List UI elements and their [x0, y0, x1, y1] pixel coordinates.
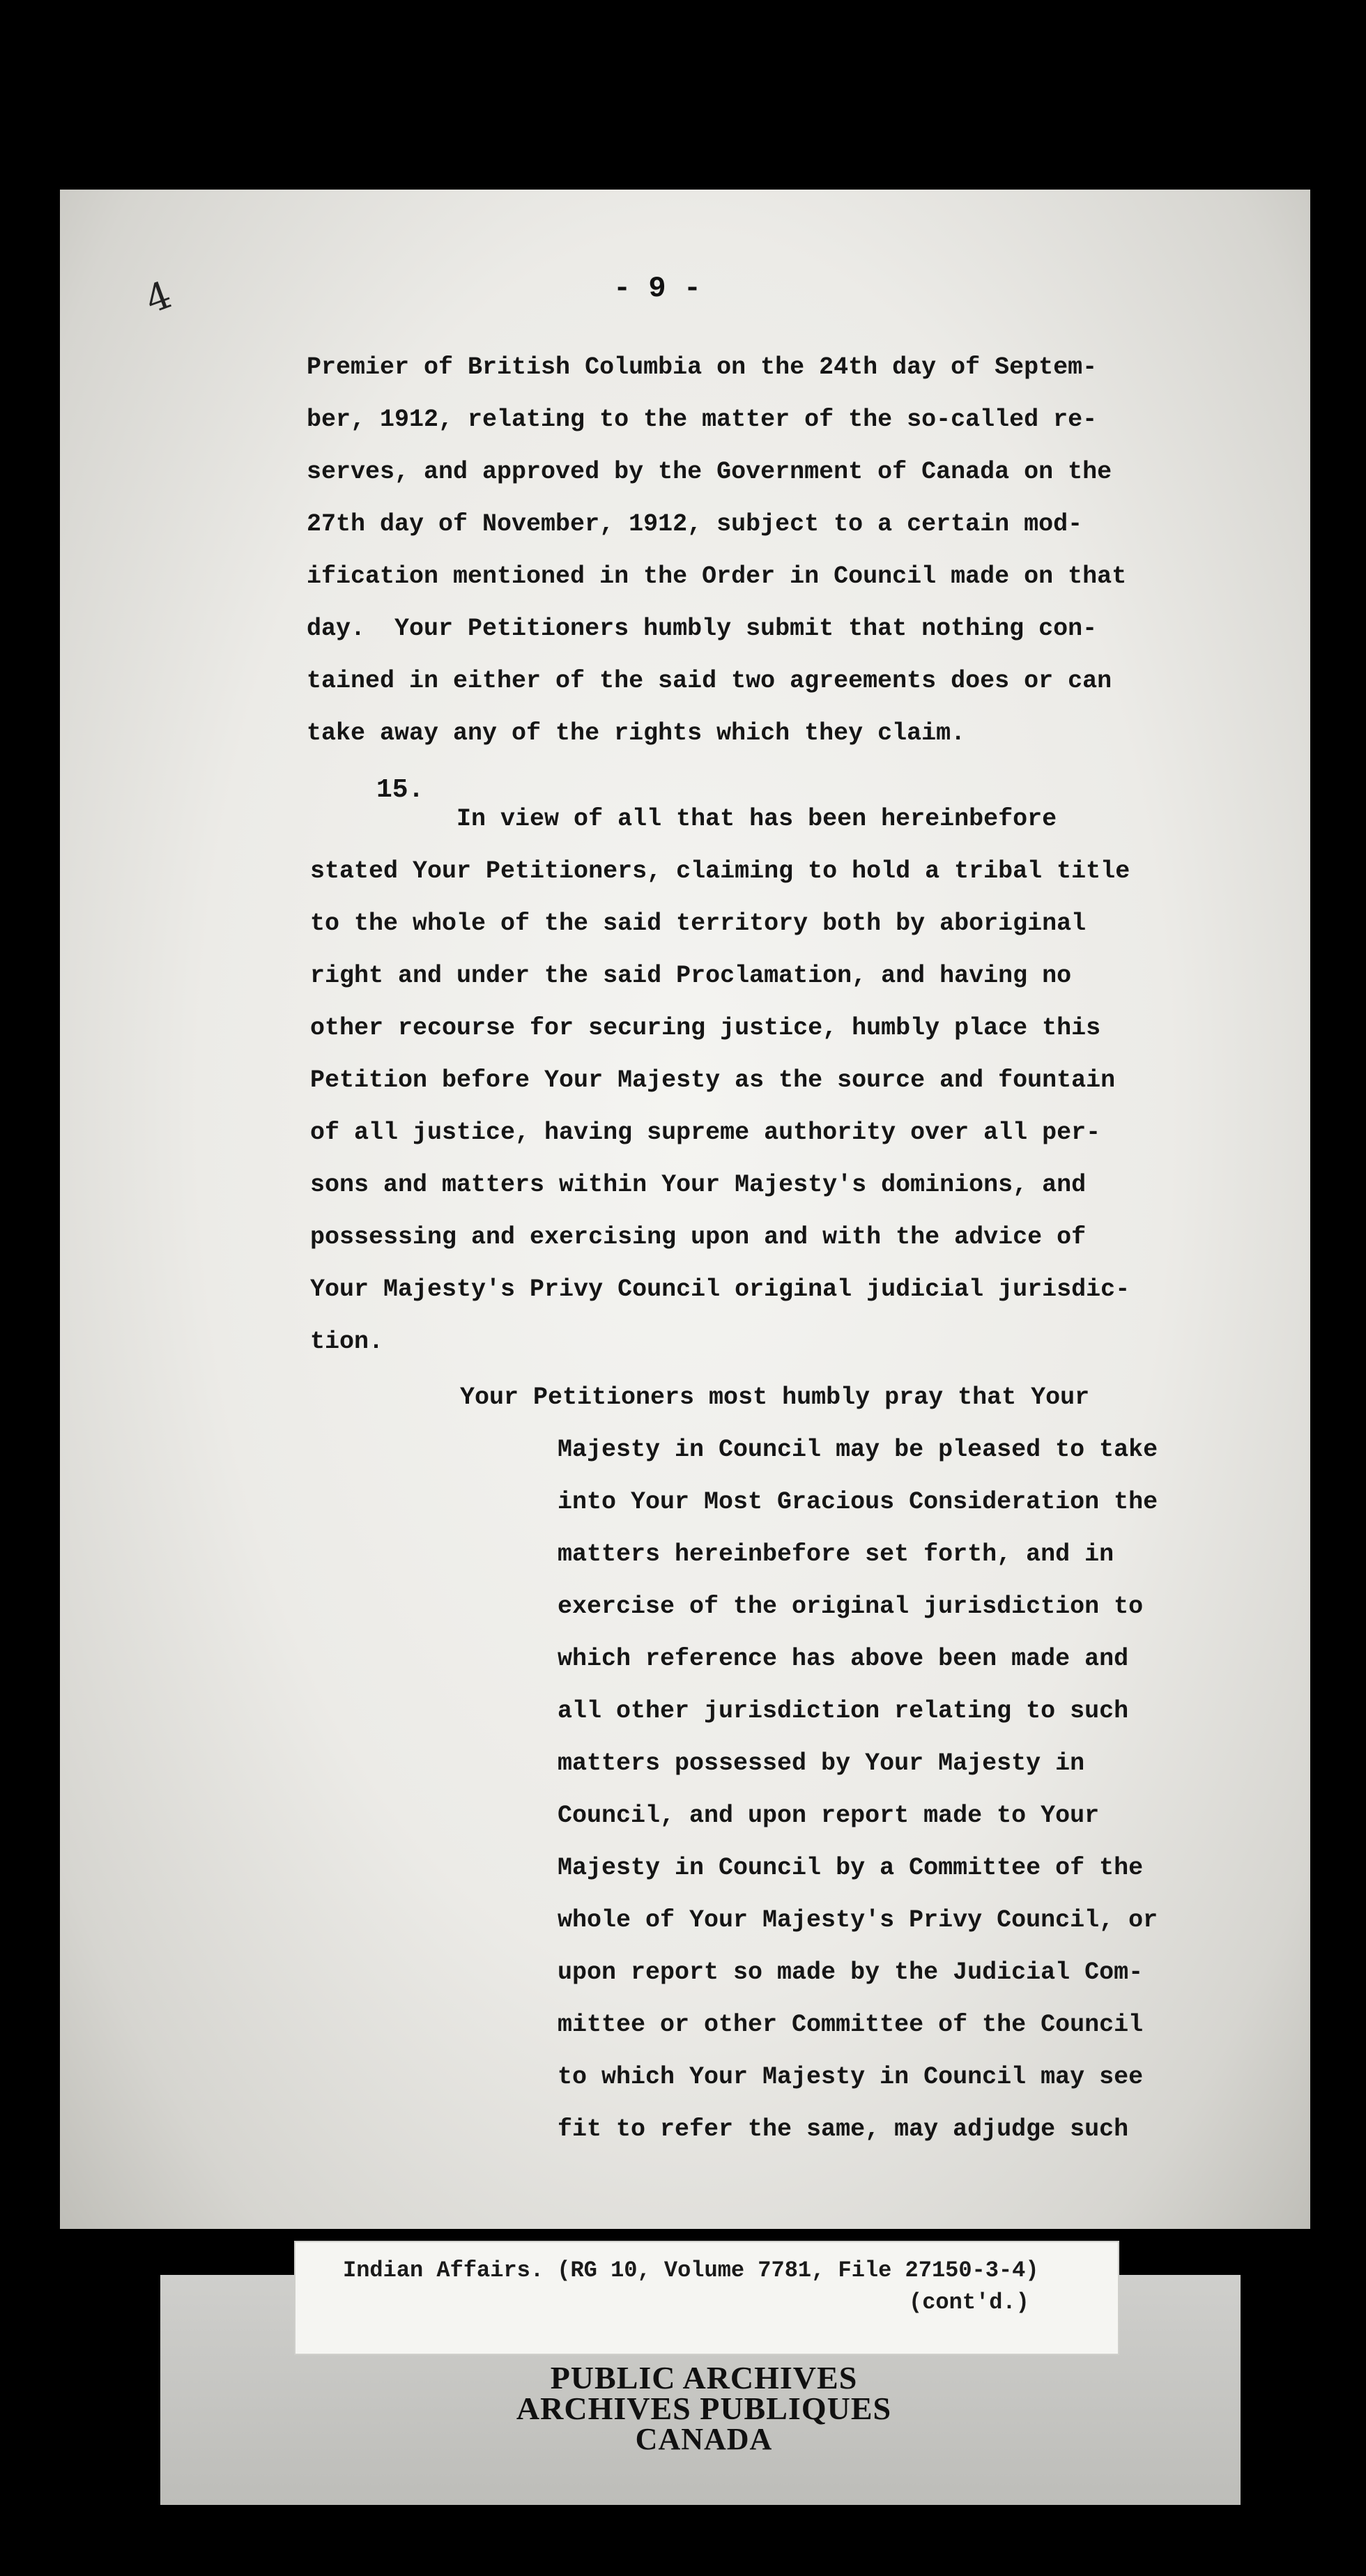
text-line: Premier of British Columbia on the 24th day of Septem- [307, 353, 1098, 381]
text-line: all other jurisdiction relating to such [558, 1697, 1129, 1725]
text-line: matters possessed by Your Majesty in [558, 1749, 1085, 1777]
text-line: serves, and approved by the Government of Canada on the [307, 458, 1112, 486]
text-line: Majesty in Council may be pleased to take [558, 1436, 1158, 1464]
stamp-line-english: PUBLIC ARCHIVES [550, 2360, 858, 2395]
archive-reference-text: Indian Affairs. (RG 10, Volume 7781, File 27150-3-4) [343, 2257, 1039, 2283]
text-line: stated Your Petitioners, claiming to hold a tribal title [310, 857, 1130, 885]
text-line: Your Petitioners most humbly pray that Your [460, 1383, 1090, 1411]
paragraph-continuation [307, 342, 1241, 760]
text-line: Council, and upon report made to Your [558, 1802, 1100, 1830]
text-line: whole of Your Majesty's Privy Council, or [558, 1906, 1158, 1934]
archive-reference-label [294, 2241, 1119, 2355]
text-line: ification mentioned in the Order in Council made on that [307, 562, 1127, 590]
text-line: of all justice, having supreme authority over all per- [310, 1119, 1101, 1147]
text-line: sons and matters within Your Majesty's dominions, and [310, 1171, 1087, 1199]
text-line: day. Your Petitioners humbly submit that nothing con- [307, 615, 1098, 643]
prayer-opening [460, 1372, 1366, 1424]
text-line: mittee or other Committee of the Council [558, 2011, 1144, 2039]
margin-mark: 4 [139, 273, 178, 322]
text-line: Majesty in Council by a Committee of the [558, 1854, 1144, 1882]
text-line: possessing and exercising upon and with the advice of [310, 1223, 1087, 1251]
text-line: take away any of the rights which they claim. [307, 719, 966, 747]
text-line: 27th day of November, 1912, subject to a certain mod- [307, 510, 1083, 538]
text-line: exercise of the original jurisdiction to [558, 1593, 1144, 1620]
paragraph-number: 15. [376, 775, 424, 805]
text-line: tained in either of the said two agreements does or can [307, 667, 1112, 695]
text-line: Your Majesty's Privy Council original judicial jurisdic- [310, 1275, 1130, 1303]
archive-continued-text: (cont'd.) [909, 2290, 1029, 2315]
stamp-line-french: ARCHIVES PUBLIQUES [516, 2391, 892, 2426]
text-line: right and under the said Proclamation, and having no [310, 962, 1072, 990]
text-line: other recourse for securing justice, humbly place this [310, 1014, 1101, 1042]
text-line: to the whole of the said territory both by aboriginal [310, 910, 1087, 937]
text-line: Petition before Your Majesty as the source and fountain [310, 1066, 1116, 1094]
stamp-line-country: CANADA [635, 2422, 773, 2456]
text-line: into Your Most Gracious Consideration the [558, 1488, 1158, 1516]
archives-stamp [488, 2360, 920, 2456]
text-line: upon report so made by the Judicial Com- [558, 1958, 1144, 1986]
text-line: In view of all that has been hereinbefore [310, 805, 1057, 833]
paragraph-15 [310, 793, 1244, 1368]
text-line: to which Your Majesty in Council may see [558, 2063, 1144, 2091]
text-line: matters hereinbefore set forth, and in [558, 1540, 1114, 1568]
prayer-body [558, 1424, 1366, 2156]
page-number: - 9 - [613, 272, 702, 305]
text-line: which reference has above been made and [558, 1645, 1129, 1673]
text-line: fit to refer the same, may adjudge such [558, 2115, 1129, 2143]
text-line: ber, 1912, relating to the matter of the so-called re- [307, 406, 1098, 434]
text-line: tion. [310, 1328, 384, 1356]
